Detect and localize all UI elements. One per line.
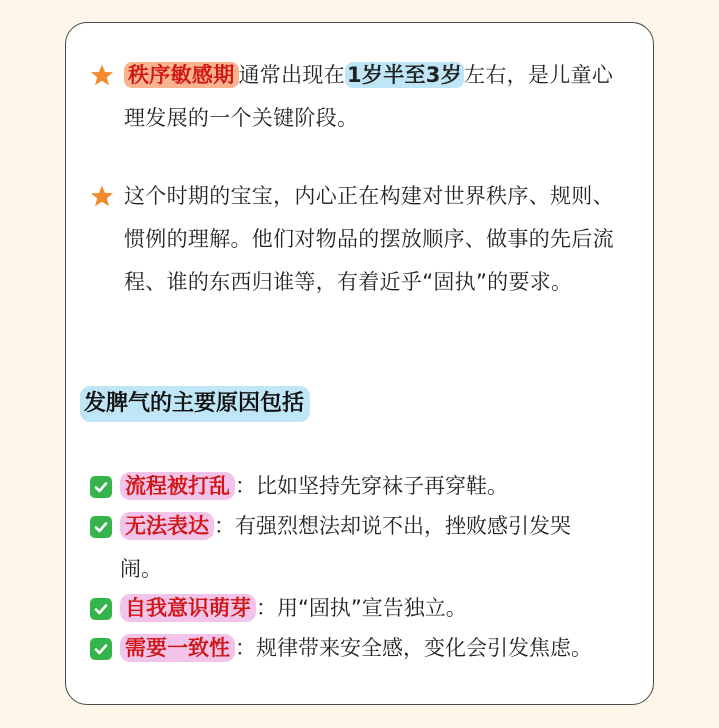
reason-description: 规律带来安全感，变化会引发焦虑。 (256, 636, 592, 660)
highlight-term: 秩序敏感期 (124, 62, 239, 88)
reason-description: 用“固执”宣告独立。 (277, 596, 467, 620)
star-icon (90, 184, 114, 208)
reason-term: 需要一致性 (120, 634, 235, 662)
highlight-age: 1岁半至3岁 (347, 63, 463, 87)
reason-item-4 (120, 627, 650, 670)
section-title: 发脾气的主要原因包括 (80, 386, 310, 422)
reason-separator: ： (235, 474, 256, 498)
reason-separator: ： (214, 514, 235, 538)
intro-paragraph-1-line-1 (124, 54, 644, 97)
star-icon (90, 63, 114, 87)
intro-paragraph-2-line-2: 惯例的理解。他们对物品的摆放顺序、做事的先后流 (124, 227, 614, 251)
intro-text-b: 左右，是儿童心 (464, 63, 614, 87)
check-icon (90, 598, 112, 620)
intro-paragraph-1-line-2: 理发展的一个关键阶段。 (124, 106, 359, 130)
check-icon (90, 476, 112, 498)
check-icon (90, 516, 112, 538)
reason-description-continued: 闹。 (120, 557, 162, 581)
reason-separator: ： (235, 636, 256, 660)
reason-term: 流程被打乱 (120, 472, 235, 500)
intro-paragraph-2-line-1: 这个时期的宝宝，内心正在构建对世界秩序、规则、 (124, 184, 614, 208)
reason-description: 有强烈想法却说不出，挫败感引发哭 (235, 514, 571, 538)
intro-paragraph-2 (124, 175, 644, 304)
reason-term: 无法表达 (120, 512, 214, 540)
reason-description: 比如坚持先穿袜子再穿鞋。 (256, 474, 508, 498)
reason-item-2-line-1 (120, 505, 650, 548)
reason-item-1 (120, 465, 650, 508)
reason-separator: ： (256, 596, 277, 620)
reason-item-3 (120, 587, 650, 630)
intro-paragraph-2-line-3: 程、谁的东西归谁等，有着近乎“固执”的要求。 (124, 270, 573, 294)
intro-paragraph-1 (124, 54, 644, 140)
check-icon (90, 638, 112, 660)
reason-term: 自我意识萌芽 (120, 594, 256, 622)
intro-text-a: 通常出现在 (238, 63, 345, 87)
reason-item-2 (120, 505, 650, 591)
